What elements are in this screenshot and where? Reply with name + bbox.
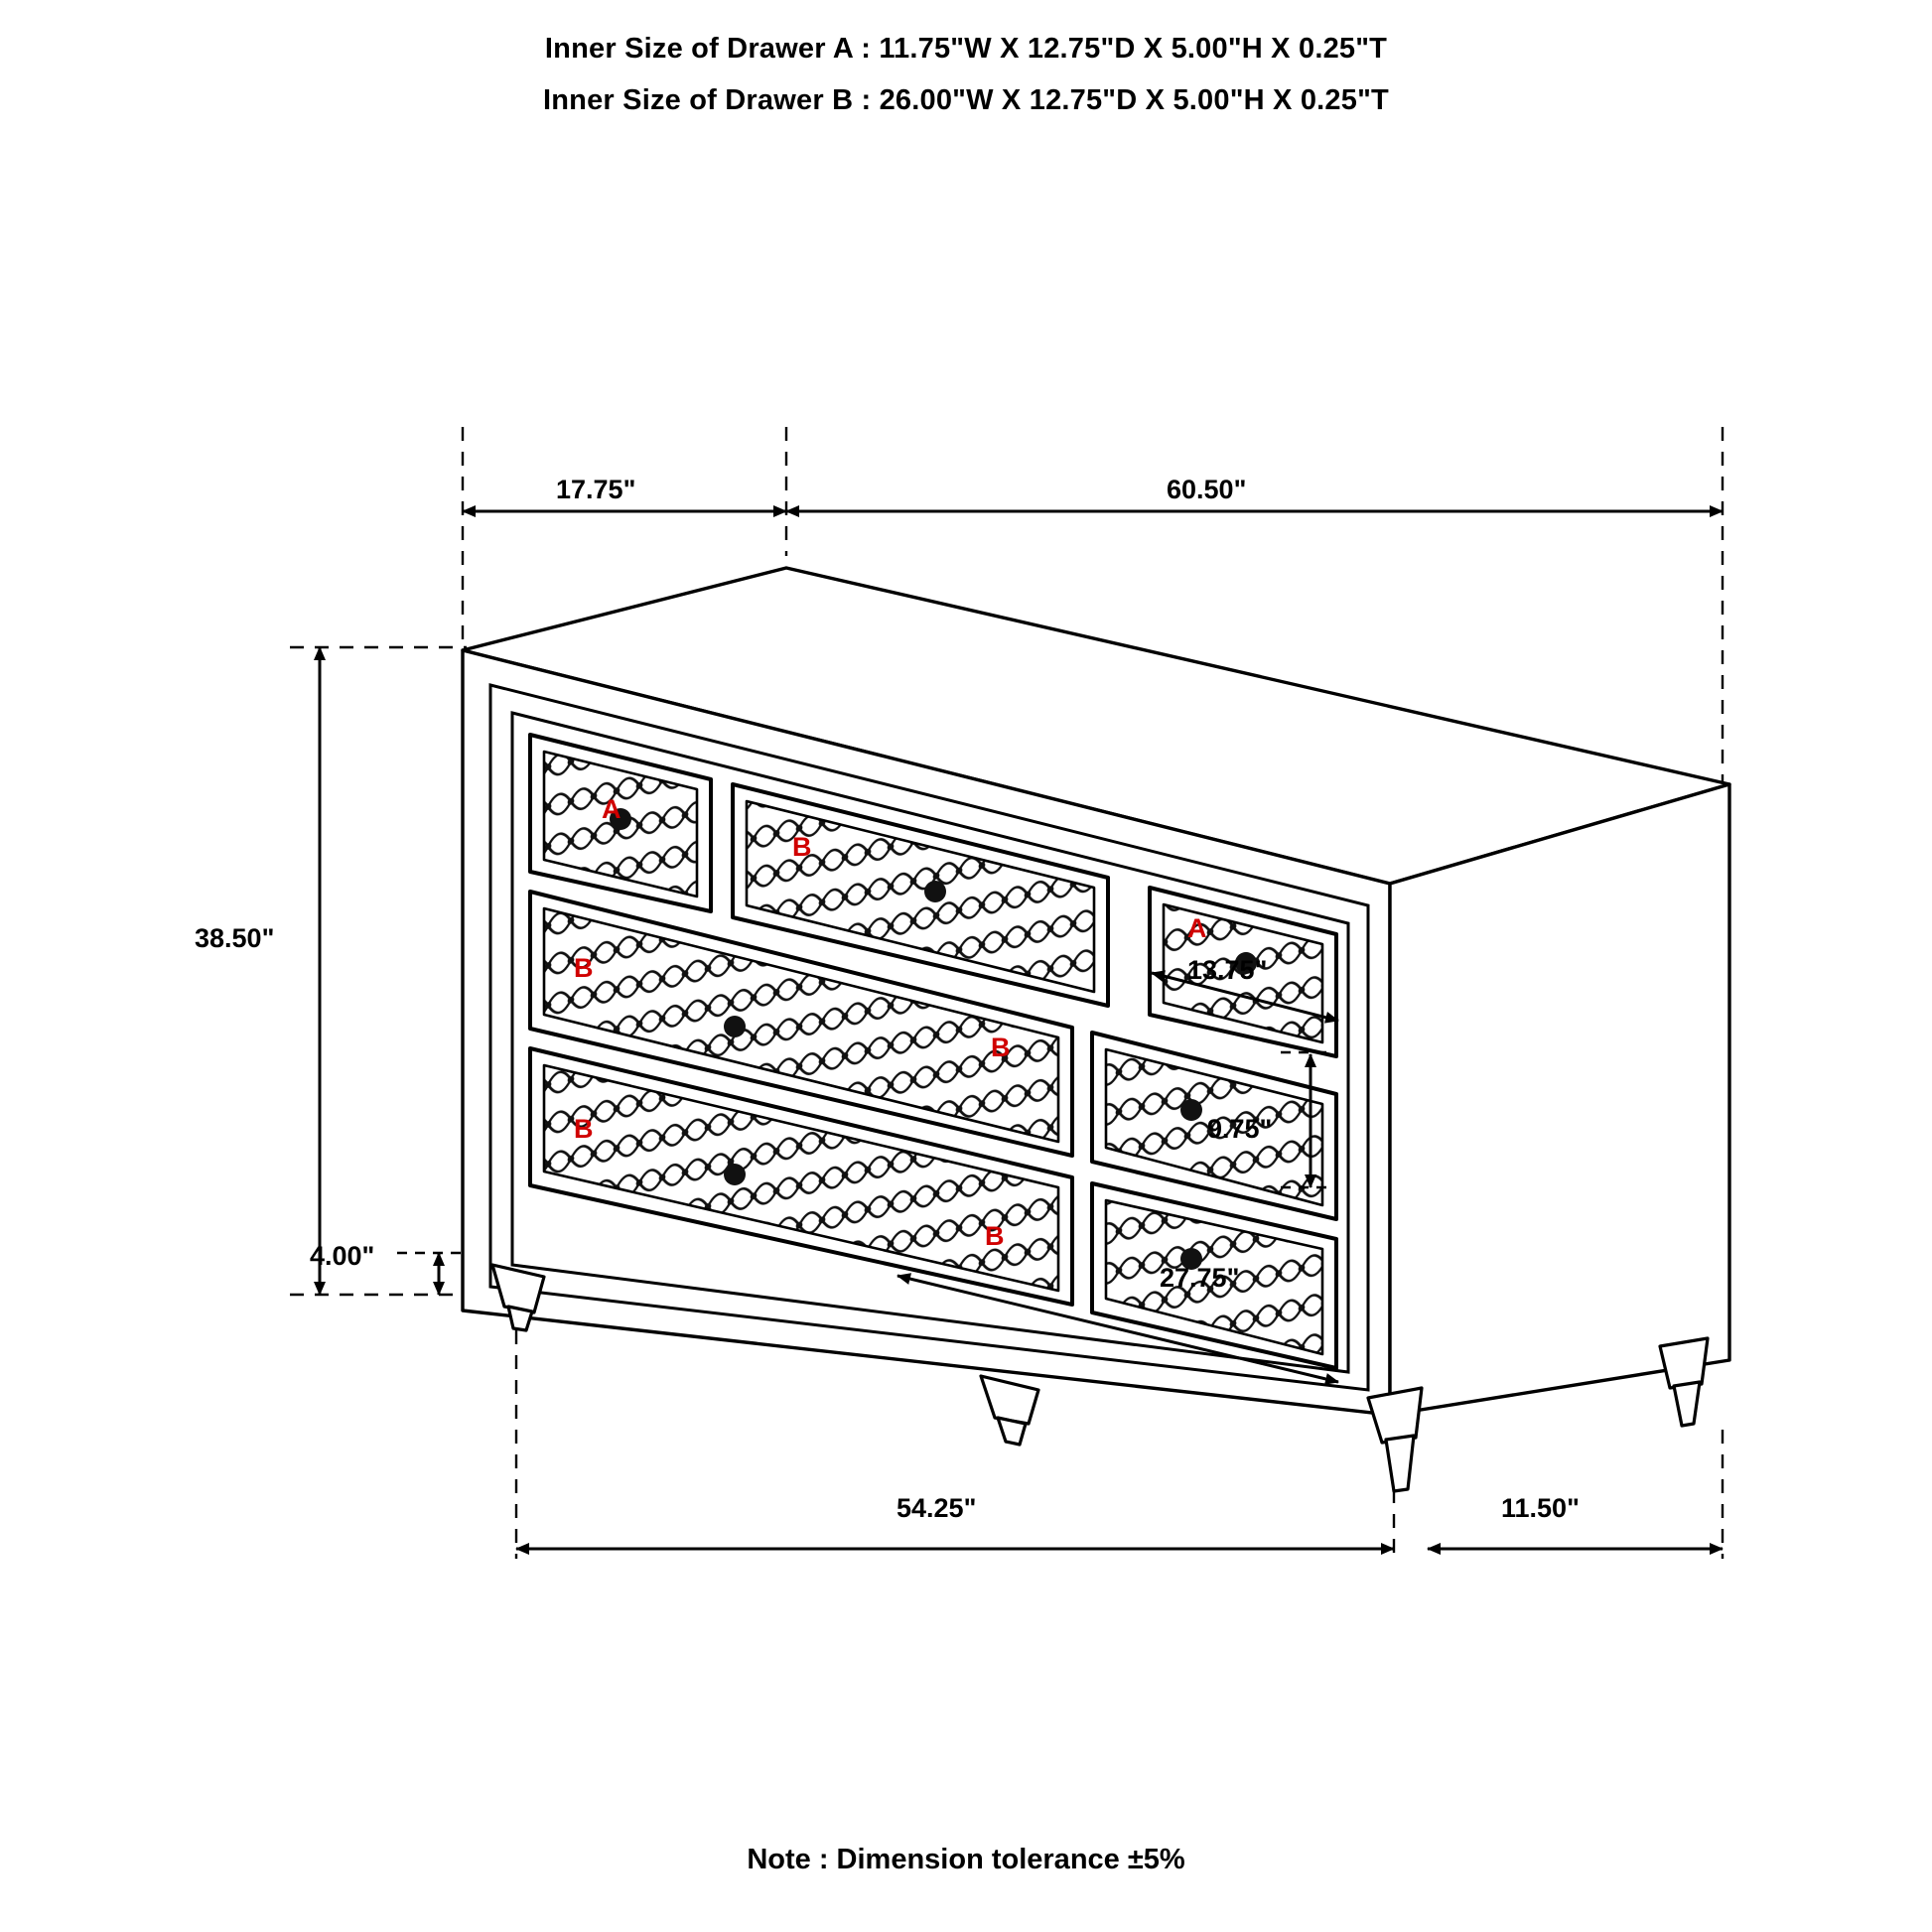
- spec-line-drawer-a: Inner Size of Drawer A : 11.75"W X 12.75"D X 5.00"H X 0.25"T: [544, 33, 1388, 65]
- drawer-tag-b-4: B: [574, 1114, 594, 1144]
- dim-width-top: 60.50": [1167, 475, 1247, 504]
- dim-total-height: 38.50": [195, 923, 275, 953]
- drawer-tag-b-3: B: [991, 1033, 1011, 1062]
- dim-front-width: 54.25": [897, 1493, 977, 1523]
- dim-side-depth: 11.50": [1501, 1493, 1580, 1523]
- dim-drawer-height: 9.75": [1207, 1114, 1273, 1144]
- dimension-line-leg-height: [397, 1253, 467, 1295]
- tolerance-note: Note : Dimension tolerance ±5%: [747, 1844, 1185, 1875]
- dim-drawer-a-width: 13.75": [1187, 955, 1268, 985]
- drawer-tag-a-1: A: [602, 794, 621, 824]
- dim-leg-height: 4.00": [310, 1241, 375, 1271]
- dim-depth-top: 17.75": [556, 475, 636, 504]
- drawer-tag-b-5: B: [985, 1221, 1005, 1251]
- dim-drawer-b-width: 27.75": [1160, 1263, 1240, 1293]
- drawer-tag-b-2: B: [574, 953, 594, 983]
- spec-line-drawer-b: Inner Size of Drawer B : 26.00"W X 12.75"D X 5.00"H X 0.25"T: [543, 83, 1389, 116]
- drawer-tag-a-2: A: [1187, 913, 1207, 943]
- drawer-tag-b-1: B: [792, 832, 812, 862]
